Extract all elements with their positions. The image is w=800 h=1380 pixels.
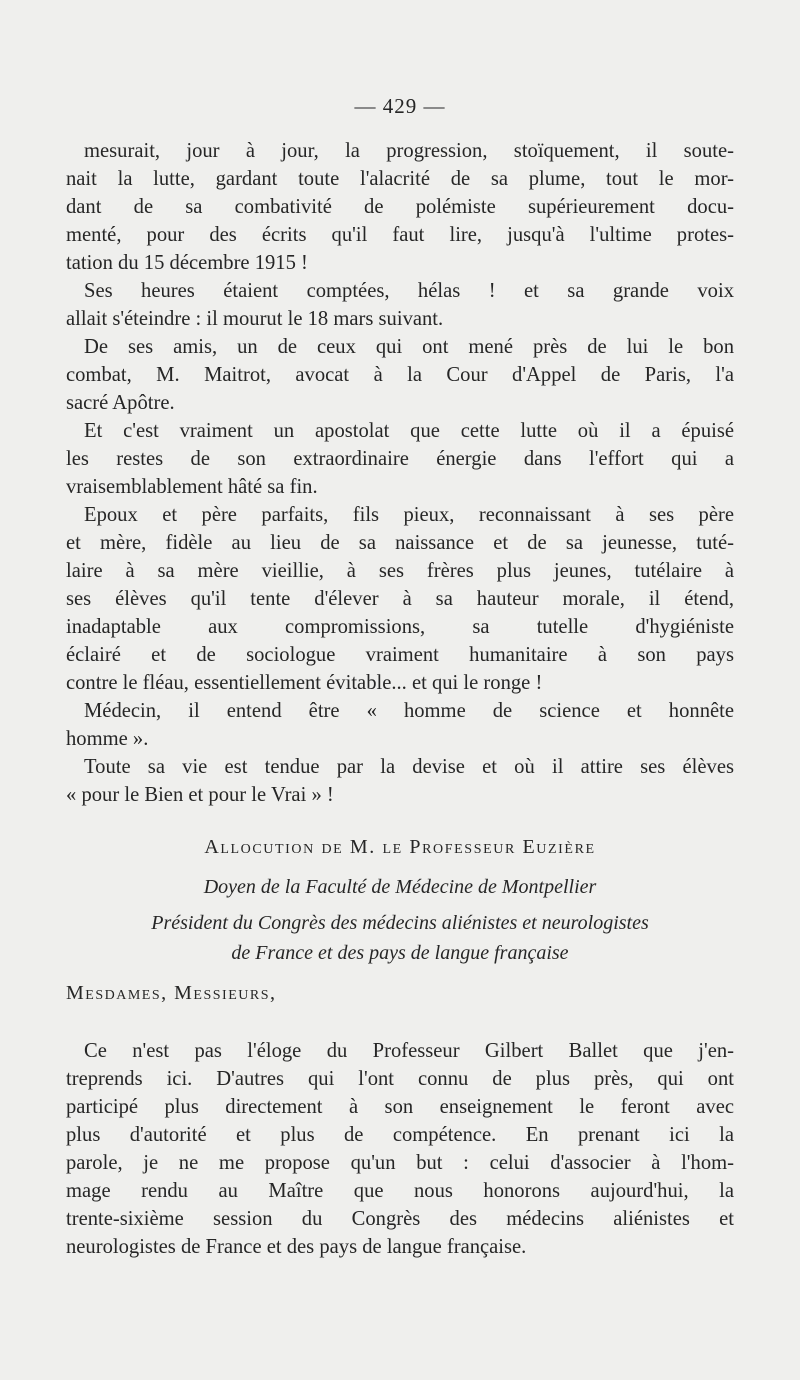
text-line: mesurait, jour à jour, la progression, stoïquement, il soute- (84, 140, 734, 162)
text-line: vraisemblablement hâté sa fin. (66, 476, 318, 498)
text-line: parole, je ne me propose qu'un but : celui d'associer à l'hom- (66, 1152, 734, 1174)
text-line: allait s'éteindre : il mourut le 18 mars suivant. (66, 308, 444, 330)
text-line: et mère, fidèle au lieu de sa naissance et de sa jeunesse, tuté- (66, 532, 734, 554)
text-line: Médecin, il entend être « homme de science et honnête (84, 700, 734, 722)
text-line: mage rendu au Maître que nous honorons aujourd'hui, la (66, 1180, 734, 1202)
text-block-top (66, 137, 734, 809)
paragraph (66, 277, 734, 333)
text-line: Toute sa vie est tendue par la devise et où il attire ses élèves (84, 756, 734, 778)
heading-subtitle-countries: de France et des pays de langue française (231, 942, 569, 964)
text-line: Epoux et père parfaits, fils pieux, reconnaissant à ses père (84, 504, 734, 526)
text-line: contre le fléau, essentiellement évitable... et qui le ronge ! (66, 672, 543, 694)
section-heading: Allocution de M. le Professeur Euzière (204, 836, 596, 858)
text-line: plus d'autorité et plus de compétence. En prenant ici la (66, 1124, 734, 1146)
text-line: homme ». (66, 728, 149, 750)
heading-subtitle-president: Président du Congrès des médecins aliénistes et neurologistes (151, 912, 649, 934)
text-line: laire à sa mère vieillie, à ses frères plus jeunes, tutélaire à (66, 560, 734, 582)
text-line: Et c'est vraiment un apostolat que cette lutte où il a épuisé (84, 420, 734, 442)
text-line: trente-sixième session du Congrès des médecins aliénistes et (66, 1208, 734, 1230)
text-line: Ses heures étaient comptées, hélas ! et sa grande voix (84, 280, 734, 302)
paragraph (66, 333, 734, 417)
salutation: Mesdames, Messieurs, (66, 982, 277, 1004)
paragraph (66, 137, 734, 277)
text-line: les restes de son extraordinaire énergie dans l'effort qui a (66, 448, 734, 470)
text-line: neurologistes de France et des pays de langue française. (66, 1236, 527, 1258)
text-line: treprends ici. D'autres qui l'ont connu de plus près, qui ont (66, 1068, 734, 1090)
text-line: dant de sa combativité de polémiste supérieurement docu- (66, 196, 734, 218)
paragraph (66, 697, 734, 753)
text-line: Ce n'est pas l'éloge du Professeur Gilbert Ballet que j'en- (84, 1040, 734, 1062)
text-line: combat, M. Maitrot, avocat à la Cour d'Appel de Paris, l'a (66, 364, 734, 386)
paragraph (66, 1037, 734, 1261)
paragraph (66, 753, 734, 809)
text-line: sacré Apôtre. (66, 392, 175, 414)
text-line: De ses amis, un de ceux qui ont mené près de lui le bon (84, 336, 734, 358)
text-line: « pour le Bien et pour le Vrai » ! (66, 784, 334, 806)
paragraph (66, 417, 734, 501)
heading-subtitle-dean: Doyen de la Faculté de Médecine de Montpellier (203, 876, 597, 898)
text-block-bottom (66, 1037, 734, 1261)
page-number: — 429 — (354, 94, 446, 118)
text-line: participé plus directement à son enseignement le feront avec (66, 1096, 734, 1118)
text-line: tation du 15 décembre 1915 ! (66, 252, 308, 274)
text-line: inadaptable aux compromissions, sa tutelle d'hygiéniste (66, 616, 734, 638)
text-line: éclairé et de sociologue vraiment humanitaire à son pays (66, 644, 734, 666)
text-line: nait la lutte, gardant toute l'alacrité de sa plume, tout le mor- (66, 168, 734, 190)
text-line: menté, pour des écrits qu'il faut lire, jusqu'à l'ultime protes- (66, 224, 734, 246)
text-line: ses élèves qu'il tente d'élever à sa hauteur morale, il étend, (66, 588, 734, 610)
paragraph (66, 501, 734, 697)
